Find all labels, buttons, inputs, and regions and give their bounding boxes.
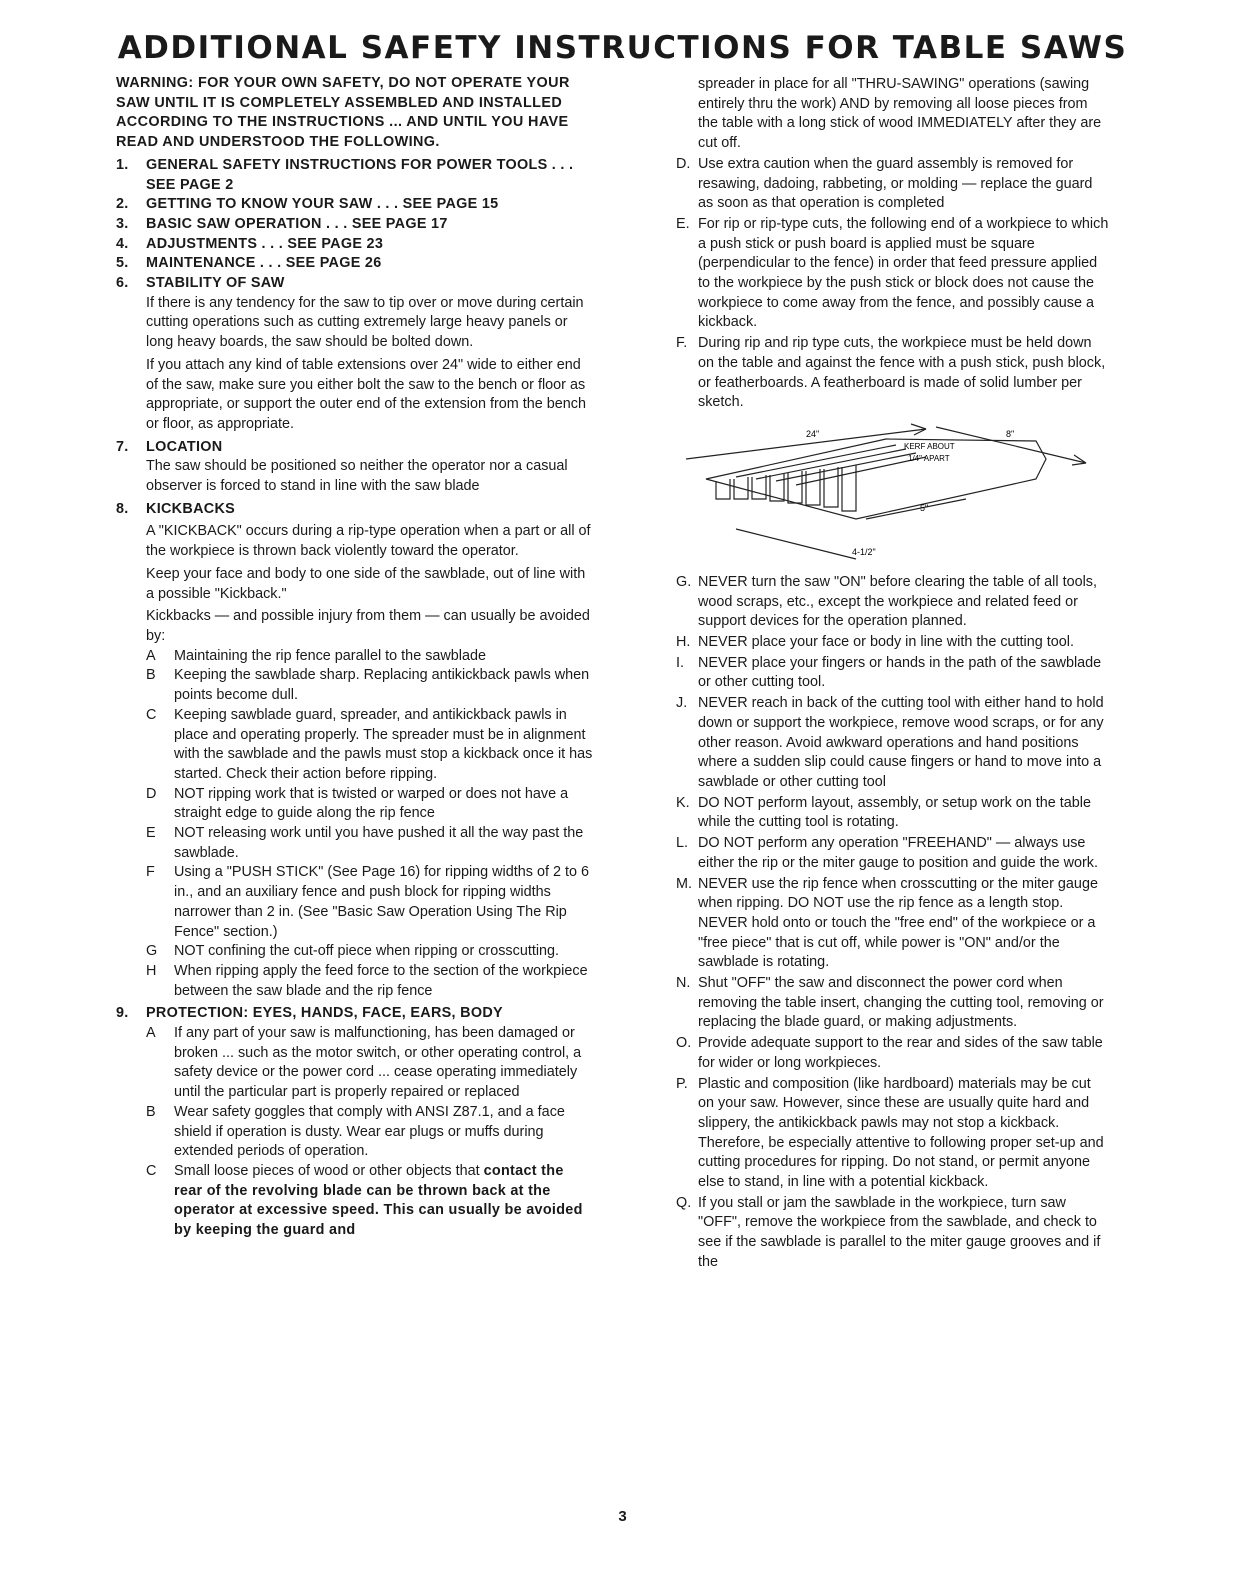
warning-text: WARNING: FOR YOUR OWN SAFETY, DO NOT OPERATE YOUR SAW UNTIL IT IS COMPLETELY ASSEMBLED AND INSTALLED ACCORDING TO THE INSTRUCTIONS ... AND UNTIL YOU HAVE READ AND UNDERSTOOD THE FOLLOWING. (116, 75, 570, 151)
dimension-label: 8" (1006, 428, 1015, 439)
list-item: E NOT releasing work until you have pushed it all the way past the sawblade. (146, 825, 584, 861)
section-heading-protection: 9. PROTECTION: EYES, HANDS, FACE, EARS, BODY (116, 1005, 503, 1022)
dimension-label: 5" (920, 502, 929, 513)
list-item: P. Plastic and composition (like hardboard) materials may be cut on your saw. However, since these are usually quite hard and slippery, the antikickback pawls may not stop a kickback. Therefore, be especially attentive to following proper set-up and cutting procedures for ripping. Do not stand, or permit anyone else to stand, in line with a potential kickback. (676, 1075, 1104, 1191)
list-item: G. NEVER turn the saw "ON" before clearing the table of all tools, wood scraps, etc., except the workpiece and related feed or support devices for the operation planned. (676, 573, 1097, 630)
list-item: I. NEVER place your fingers or hands in the path of the sawblade or other cutting tool. (676, 654, 1102, 691)
list-item: B Keeping the sawblade sharp. Replacing antikickback pawls when points become dull. (146, 667, 590, 704)
dimension-label: 4-1/2" (852, 546, 876, 557)
list-item: N. Shut "OFF" the saw and disconnect the power cord when removing the table insert, changing the cutting tool, removing or replacing the blade guard, or making adjustments. (676, 975, 1104, 1031)
list-item: C Keeping sawblade guard, spreader, and antikickback pawls in place and operating properly. The spreader must be in alignment with the sawblade and the pawls must stop a kickback once it has started. Check their action before ripping. (146, 706, 593, 782)
section-heading-kickbacks: 8. KICKBACKS (116, 500, 236, 517)
list-item: G NOT confining the cut-off piece when ripping or crosscutting. (146, 943, 560, 960)
list-item: D. Use extra caution when the guard assembly is removed for resawing, dadoing, rabbeting, or molding — replace the guard as soon as that operation is completed (676, 155, 1093, 212)
paragraph: Kickbacks — and possible injury from them — can usually be avoided by: (146, 608, 590, 644)
section-heading-location: 7. LOCATION (116, 438, 223, 455)
list-item: M. NEVER use the rip fence when crosscutting or the miter gauge when ripping. DO NOT use the rip fence as a length stop. NEVER hold onto or touch the "free end" of the workpiece or a "free piece" that is cut off, while power is "ON" and/or the sawblade is rotating. (676, 875, 1098, 971)
left-column (116, 74, 594, 1241)
list-item: K. DO NOT perform layout, assembly, or setup work on the table while the cutting tool is rotating. (676, 794, 1091, 831)
list-item: E. For rip or rip-type cuts, the following end of a workpiece to which a push stick or push board is applied must be square (perpendicular to the fence) in order that feed pressure applied to the workpiece by the push stick or block does not cause the workpiece to come away from the fence, and possibly cause a kickback. (676, 215, 1109, 331)
paragraph: If you attach any kind of table extensions over 24" wide to either end of the saw, make sure you either bolt the saw to the bench or floor as appropriate, or support the outer end of the extension from the bench or floor, as appropriate. (146, 356, 586, 432)
list-item: 2. GETTING TO KNOW YOUR SAW . . . SEE PAGE 15 (116, 196, 499, 213)
dimension-label: 24" (806, 428, 820, 439)
list-item: A If any part of your saw is malfunctioning, has been damaged or broken ... such as the motor switch, or other operating control, a safety device or the power cord ... cease operating immediately until the particular part is properly repaired or replaced (146, 1025, 582, 1101)
paragraph: Keep your face and body to one side of the sawblade, out of line with a possible "Kickback." (146, 565, 586, 602)
list-item: 4. ADJUSTMENTS . . . SEE PAGE 23 (116, 235, 384, 252)
list-item: C Small loose pieces of wood or other objects that contact the rear of the revolving blade can be thrown back at the operator at excessive speed. This can usually be avoided by keeping the guard and (146, 1162, 583, 1239)
list-item: 3. BASIC SAW OPERATION . . . SEE PAGE 17 (116, 215, 448, 232)
kerf-label: KERF ABOUT (904, 441, 955, 451)
featherboard-sketch (676, 419, 1110, 569)
list-item: F Using a "PUSH STICK" (See Page 16) for ripping widths of 2 to 6 in., and an auxiliary fence and push block for ripping widths narrower than 2 in. (See "Basic Saw Operation Using The Rip Fence" section.) (146, 864, 589, 940)
list-item: H. NEVER place your face or body in line with the cutting tool. (676, 634, 1074, 651)
list-item: H When ripping apply the feed force to the section of the workpiece between the saw blade and the rip fence (146, 962, 588, 999)
list-item: B Wear safety goggles that comply with ANSI Z87.1, and a face shield if operation is dusty. Wear ear plugs or muffs during extended periods of operation. (146, 1103, 565, 1160)
list-item: O. Provide adequate support to the rear and sides of the saw table for wider or long workpieces. (676, 1035, 1103, 1071)
list-item: L. DO NOT perform any operation "FREEHAND" — always use either the rip or the miter gauge to position and guide the work. (676, 835, 1098, 871)
list-item: J. NEVER reach in back of the cutting tool with either hand to hold down or support the workpiece, remove wood scraps, or for any other reason. Avoid awkward operations and hand positions where a sudden slip could cause fingers or hand to move into a sawblade or other cutting tool (676, 695, 1104, 790)
paragraph: If there is any tendency for the saw to tip over or move during certain cutting operations such as cutting extremely large heavy panels or long heavy boards, the saw should be bolted down. (146, 294, 584, 351)
right-column (676, 74, 1110, 1273)
page-number: 3 (618, 1508, 627, 1525)
list-item: D NOT ripping work that is twisted or warped or does not have a straight edge to guide along the rip fence (146, 785, 569, 822)
paragraph: A "KICKBACK" occurs during a rip-type operation when a part or all of the workpiece is thrown back violently toward the operator. (146, 523, 591, 560)
list-item: Q. If you stall or jam the sawblade in the workpiece, turn saw "OFF", remove the workpiece from the sawblade, and check to see if the sawblade is parallel to the miter gauge grooves and if the (676, 1194, 1101, 1270)
bold-text: contact the rear of the revolving blade can be thrown back at the operator at excessive speed. This can usually be avoided by keeping the guard and (174, 1162, 583, 1239)
list-item: 5. MAINTENANCE . . . SEE PAGE 26 (116, 255, 382, 272)
section-heading-stability: 6. STABILITY OF SAW (116, 275, 285, 292)
list-item: A Maintaining the rip fence parallel to the sawblade (146, 647, 486, 664)
page-title: ADDITIONAL SAFETY INSTRUCTIONS FOR TABLE SAWS (117, 30, 1128, 66)
kerf-label: 1/4" APART (908, 453, 950, 463)
list-item: 1. GENERAL SAFETY INSTRUCTIONS FOR POWER TOOLS . . . SEE PAGE 2 (116, 156, 574, 193)
list-item: F. During rip and rip type cuts, the workpiece must be held down on the table and against the fence with a push stick, push block, or featherboards. A featherboard is made of solid lumber per sketch. (676, 335, 1106, 411)
continued-paragraph: spreader in place for all "THRU-SAWING" operations (sawing entirely thru the work) AND by removing all loose pieces from the table with a long stick of wood IMMEDIATELY after they are cut off. (698, 76, 1102, 152)
paragraph: The saw should be positioned so neither the operator nor a casual observer is forced to stand in line with the saw blade (146, 458, 568, 495)
